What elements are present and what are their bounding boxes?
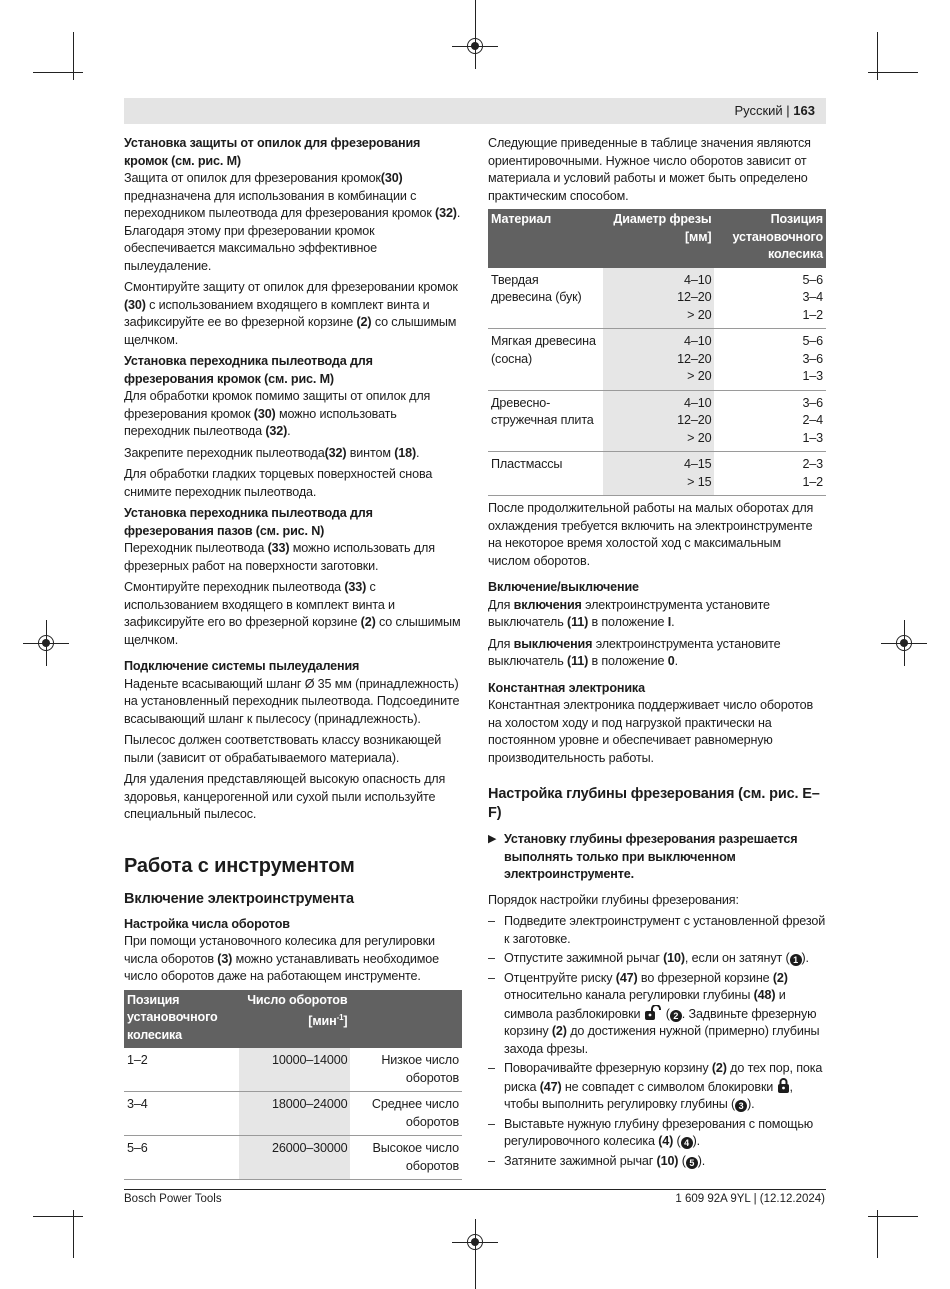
section-heading: Включение электроинструмента [124, 890, 354, 907]
table-header: Материал [488, 209, 603, 268]
list-item: – Поворачивайте фрезерную корзину (2) до тех пор, пока риска (47) не совпадет с символом блокировки , чтобы выполнить регулировку глубины ( 3 ). [488, 1060, 826, 1114]
table-row: Твердая древесина (бук) 4–10 12–20 > 20 5–6 3–4 1–2 [488, 268, 826, 329]
list-item: – Отцентруйте риску (47) во фрезерной корзине (2) относительно канала регулировки глубины (48) и символа разблокировки ( 2 . Задвиньте фрезерную корзину (2) до достижения нужной (примерно) глубины захода фрезы. [488, 970, 826, 1059]
section-title: Подключение системы пылеудаления [124, 659, 360, 673]
crop-mark [877, 1210, 878, 1258]
table-header: Позиция установочного колесика [714, 209, 826, 268]
paragraph: Пылесос должен соответствовать классу возникающей пыли (зависит от обрабатываемого материала). [124, 733, 442, 765]
table-header: Позиция установочного колесика [124, 990, 239, 1049]
paragraph: Наденьте всасывающий шланг Ø 35 мм (принадлежность) на установленный переходник пылеотвода. Подсоедините всасывающий шланг к пылесосу (принадлежность). [124, 676, 460, 726]
table-header [350, 990, 462, 1049]
crop-mark [33, 1216, 83, 1217]
footer-brand: Bosch Power Tools [124, 1193, 222, 1205]
header-bar [124, 98, 826, 124]
speed-table [124, 990, 462, 1181]
right-column [488, 135, 826, 1172]
unlock-icon [644, 1005, 666, 1020]
crop-mark [73, 1210, 74, 1258]
section-heading: Настройка глубины фрезерования (см. рис. E–F) [488, 786, 820, 821]
step-number-icon: 1 [790, 954, 802, 966]
paragraph: Смонтируйте защиту от опилок для фрезеровании кромок (30) с использованием входящего в комплект винта и зафиксируйте ее во фрезерной корзине (2) со слышимым щелчком. [124, 280, 458, 347]
paragraph: Для удаления представляющей высокую опасность для здоровья, канцерогенной или сухой пыли используйте специальный пылесос. [124, 772, 446, 821]
table-row: Мягкая древесина (сосна) 4–10 12–20 > 20 5–6 3–6 1–3 [488, 329, 826, 391]
crop-mark [868, 72, 918, 73]
list-item: – Выставьте нужную глубину фрезерования с помощью регулировочного колесика (4) ( 4 ). [488, 1116, 826, 1151]
crop-mark [33, 72, 83, 73]
step-number-icon: 2 [670, 1010, 682, 1022]
table-header: Число оборотов [мин$^{-1}$] [239, 990, 351, 1049]
table-row: 3–4 18000–24000 Среднее число оборотов [124, 1092, 462, 1136]
paragraph: Для включения электроинструмента установите выключатель (11) в положение I. [488, 597, 770, 629]
paragraph: После продолжительной работы на малых оборотах для охлаждения требуется включить на электроинструменте на некоторое время холостой ход с максимальным числом оборотов. [488, 501, 814, 568]
footer-divider [124, 1189, 826, 1190]
table-row: Древесно-стружечная плита 4–10 12–20 > 20 3–6 2–4 1–3 [488, 390, 826, 452]
paragraph: Закрепите переходник пылеотвода(32) винтом (18). [124, 445, 420, 460]
section-title: Включение/выключение [488, 580, 639, 594]
crop-mark [868, 1216, 918, 1217]
registration-mark-right [891, 630, 917, 656]
page-header: Русский | 163 [734, 103, 815, 118]
section-title: Установка переходника пылеотвода для фрезерования кромок (см. рис. M) [124, 354, 373, 386]
paragraph: Защита от опилок для фрезерования кромок(30) предназначена для использования в комбинации с переходником пылеотвода для фрезерования кромок (32). Благодаря этому при фрезеровании кромок обеспечивается максимально эффективное пылеудаление. [124, 171, 461, 273]
paragraph: Для обработки гладких торцевых поверхностей снова снимите переходник пылеотвода. [124, 467, 433, 499]
paragraph: Константная электроника поддерживает число оборотов на холостом ходу и под нагрузкой практически на постоянном уровне и обеспечивает равномерную производительность работы. [488, 698, 814, 765]
paragraph: Порядок настройки глубины фрезерования: [488, 892, 739, 907]
list-item: – Затяните зажимной рычаг (10) ( 5 ). [488, 1153, 826, 1171]
header-language: Русский [734, 103, 783, 118]
triangle-bullet-icon: ▶ [488, 833, 497, 845]
registration-mark-bottom [462, 1229, 488, 1255]
lock-icon [777, 1078, 790, 1093]
chapter-heading: Работа с инструментом [124, 854, 355, 877]
list-item: – Подведите электроинструмент с установленной фрезой к заготовке. [488, 913, 826, 948]
paragraph: При помощи установочного колесика для регулировки числа оборотов (3) можно устанавливать необходимое число оборотов даже на работающем инструменте. [124, 934, 439, 983]
section-title: Константная электроника [488, 680, 645, 695]
steps-list [488, 913, 826, 1170]
section-title: Установка защиты от опилок для фрезерования кромок (см. рис. M) [124, 136, 421, 168]
section-title: Настройка числа оборотов [124, 916, 290, 931]
step-number-icon: 3 [735, 1100, 747, 1112]
warning-note: ▶ Установку глубины фрезерования разрешается выполнять только при выключенном электроинструменте. [488, 831, 826, 884]
paragraph: Следующие приведенные в таблице значения являются ориентировочными. Нужное число оборотов зависит от материала и условий работы и может быть определено практическим способом. [488, 136, 811, 203]
left-column [124, 135, 462, 1180]
step-number-icon: 5 [686, 1157, 698, 1169]
list-item: – Отпустите зажимной рычаг (10), если он затянут ( 1 ). [488, 950, 826, 968]
table-header: Диаметр фрезы [мм] [603, 209, 715, 268]
section-title: Установка переходника пылеотвода для фрезерования пазов (см. рис. N) [124, 506, 373, 538]
step-number-icon: 4 [681, 1137, 693, 1149]
paragraph: Переходник пылеотвода (33) можно использовать для фрезерных работ на поверхности заготовки. [124, 541, 435, 573]
page-number: 163 [793, 103, 815, 118]
paragraph: Смонтируйте переходник пылеотвода (33) с использованием входящего в комплект винта и зафиксируйте его во фрезерной корзине (2) со слышимым щелчком. [124, 580, 461, 647]
footer-doc-number: 1 609 92A 9YL | (12.12.2024) [675, 1193, 825, 1205]
paragraph: Для выключения электроинструмента установите выключатель (11) в положение 0. [488, 636, 781, 668]
registration-mark-top [462, 33, 488, 59]
material-table [488, 209, 826, 496]
table-row: 1–2 10000–14000 Низкое число оборотов [124, 1048, 462, 1092]
registration-mark-left [33, 630, 59, 656]
table-row: 5–6 26000–30000 Высокое число оборотов [124, 1136, 462, 1180]
table-row: Пластмассы 4–15 > 15 2–3 1–2 [488, 452, 826, 496]
paragraph: Для обработки кромок помимо защиты от опилок для фрезерования кромок (30) можно использовать переходник пылеотвода (32). [124, 389, 431, 438]
